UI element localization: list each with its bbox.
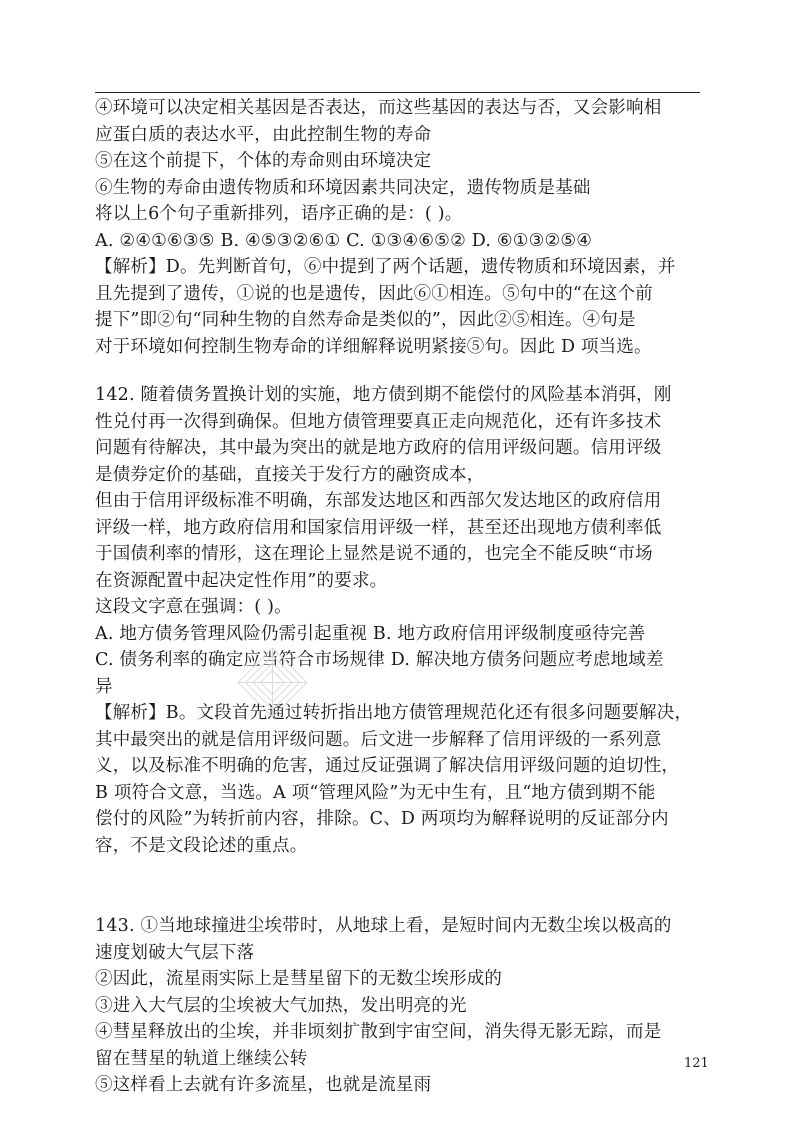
watermark-diamond-icon [235, 645, 310, 720]
text-line: ④环境可以决定相关基因是否表达，而这些基因的表达与否，又会影响相 [95, 98, 662, 118]
analysis-142 [95, 700, 703, 859]
question-stem-line: ④彗星释放出的尘埃，并非顷刻扩散到宇宙空间，消失得无影无踪，而是 [95, 1022, 662, 1042]
analysis-line: 义，以及标准不明确的危害，通过反证强调了解决信用评级问题的迫切性， [95, 756, 680, 776]
page-number: 121 [684, 1056, 709, 1071]
top-rule [95, 92, 700, 93]
question-stem-line: 速度划破大气层下落 [95, 942, 255, 963]
analysis-line: 其中最突出的就是信用评级问题。后文进一步解释了信用评级的一系列意 [95, 729, 662, 750]
question-prompt: 这段文字意在强调：( )。 [95, 597, 292, 617]
question-141-continuation [95, 95, 703, 360]
question-stem-line: 在资源配置中起决定性作用”的要求。 [95, 570, 388, 591]
question-prompt: 将以上6个句子重新排列，语序正确的是：( )。 [95, 204, 463, 224]
analysis-141 [95, 254, 703, 360]
question-stem-line: 143. ①当地球撞进尘埃带时，从地球上看，是短时间内无数尘埃以极高的 [95, 916, 672, 936]
question-stem-line: ⑤这样看上去就有许多流星，也就是流星雨 [95, 1075, 432, 1095]
question-143 [95, 913, 703, 1099]
question-stem-line: 是债券定价的基础，直接关于发行方的融资成本， [95, 464, 485, 485]
question-stem-line: 142. 随着债务置换计划的实施，地方债到期不能偿付的风险基本消弭，刚 [95, 385, 672, 405]
analysis-line: 容，不是文段论述的重点。 [95, 835, 308, 856]
question-stem-line: 评级一样，地方政府信用和国家信用评级一样，甚至还出现地方债利率低 [95, 517, 662, 538]
answer-options: C. 债务利率的确定应当符合市场规律 D. 解决地方债务问题应考虑地域差 [95, 650, 664, 670]
text-line: 应蛋白质的表达水平，由此控制生物的寿命 [95, 124, 432, 145]
answer-options: 异 [95, 676, 113, 697]
text-line: ⑤在这个前提下，个体的寿命则由环境决定 [95, 151, 432, 171]
question-stem-line: 性兑付再一次得到确保。但地方债管理要真正走向规范化，还有许多技术 [95, 411, 662, 432]
analysis-line: 【解析】B。文段首先通过转折指出地方债管理规范化还有很多问题要解决， [95, 703, 693, 723]
question-stem-line: ②因此，流星雨实际上是彗星留下的无数尘埃形成的 [95, 969, 503, 989]
analysis-line: B 项符合文意，当选。A 项“管理风险”为无中生有，且“地方债到期不能 [95, 782, 656, 803]
analysis-line: 偿付的风险”为转折前内容，排除。C、D 两项均为解释说明的反证部分内 [95, 809, 669, 829]
question-stem-line: 于国债利率的情形，这在理论上显然是说不通的，也完全不能反映“市场 [95, 544, 653, 564]
analysis-line: 且先提到了遗传，①说的也是遗传，因此⑥①相连。⑤句中的“在这个前 [95, 283, 653, 304]
answer-options: A. 地方债务管理风险仍需引起重视 B. 地方政府信用评级制度亟待完善 [95, 623, 646, 644]
question-stem-line: 留在彗星的轨道上继续公转 [95, 1048, 308, 1069]
question-stem-line: 问题有待解决，其中最为突出的就是地方政府的信用评级问题。信用评级 [95, 438, 662, 458]
document-body [95, 95, 703, 1099]
paragraph-gap [95, 859, 703, 913]
question-stem-line: ③进入大气层的尘埃被大气加热，发出明亮的光 [95, 995, 467, 1016]
text-line: ⑥生物的寿命由遗传物质和环境因素共同决定，遗传物质是基础 [95, 177, 591, 198]
question-142 [95, 382, 703, 859]
answer-options: A. ②④①⑥③⑤ B. ④⑤③②⑥① C. ①③④⑥⑤② D. ⑥①③②⑤④ [95, 230, 593, 251]
question-stem-line: 但由于信用评级标准不明确，东部发达地区和西部欠发达地区的政府信用 [95, 491, 662, 511]
analysis-line: 对于环境如何控制生物寿命的详细解释说明紧接⑤句。因此 D 项当选。 [95, 336, 652, 357]
analysis-line: 提下”即②句“同种生物的自然寿命是类似的”，因此②⑤相连。④句是 [95, 310, 636, 330]
analysis-line: 【解析】D。先判断首句，⑥中提到了两个话题，遗传物质和环境因素，并 [95, 257, 676, 277]
paragraph-gap [95, 360, 703, 382]
